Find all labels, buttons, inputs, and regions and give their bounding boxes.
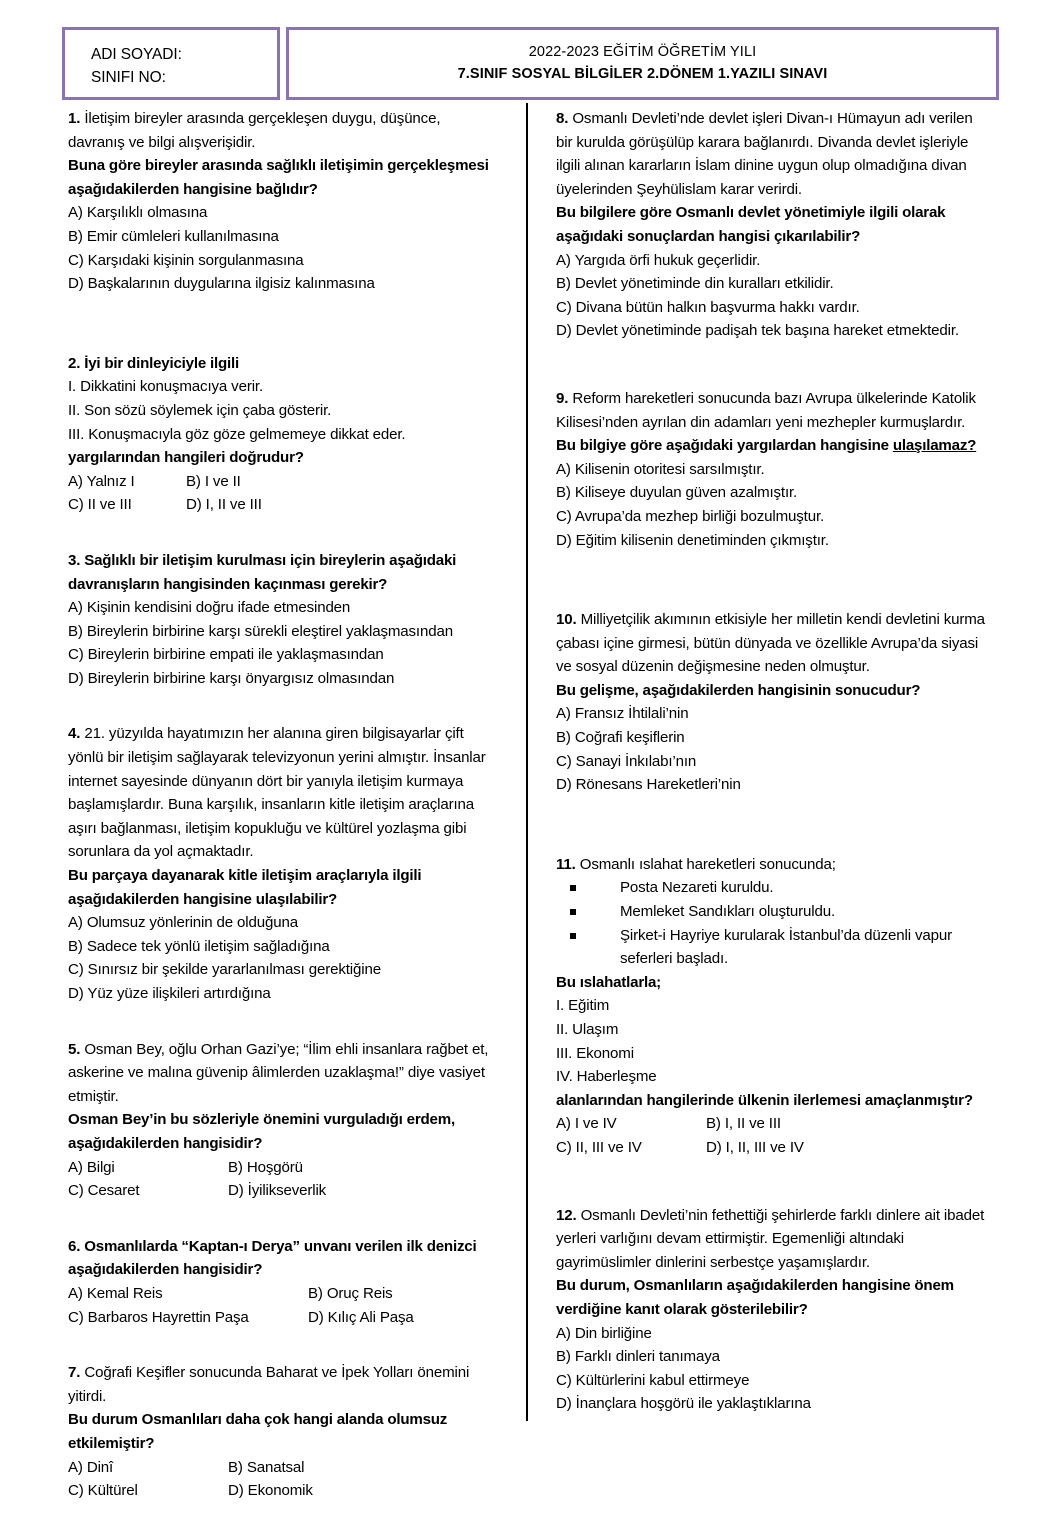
question-3-option-c[interactable]: C) Bireylerin birbirine empati ile yaklaşmasından [68, 646, 384, 664]
academic-year-title: 2022-2023 EĞİTİM ÖĞRETİM YILI [528, 43, 757, 60]
question-11-option-c[interactable]: C) II, III ve IV [556, 1138, 642, 1156]
question-7-options-row-1 [68, 1456, 500, 1480]
spacer [68, 306, 500, 352]
question-7-intro-text: Coğrafi Keşifler sonucunda Baharat ve İpek Yolları önemini yitirdi. [68, 1364, 470, 1405]
question-1-stem: Buna göre bireyler arasında sağlıklı iletişimin gerçekleşmesi aşağıdakilerden hangisine bağlıdır? [68, 157, 489, 198]
question-11-bullet-3: Şirket-i Hayriye kurularak İstanbul’da düzenli vapur seferleri başladı. [620, 926, 952, 968]
question-7-stem: Bu durum Osmanlıları daha çok hangi alanda olumsuz etkilemiştir? [68, 1411, 448, 1452]
question-6-stem [68, 1235, 500, 1282]
question-10-stem: Bu gelişme, aşağıdakilerden hangisinin sonucudur? [556, 681, 921, 699]
question-8-intro-text: Osmanlı Devleti’nde devlet işleri Divan-ı Hümayun adı verilen bir kurulda görüşülüp karara bağlanırdı. Divanda devlet işleriyle ilgili alınan kararların İslam dinine uygun olup olmadığına divan üyelerinden Şeyhülislam karar verirdi. [556, 110, 973, 198]
question-12-intro-text: Osmanlı Devleti’nin fethettiği şehirlerde farklı dinlere ait ibadet yerleri varlığını devam ettirmiştir. Egemenliği altındaki gayrimüslimler dinlerini serbestçe yaşamışlardır. [556, 1206, 985, 1271]
spacer [556, 1170, 988, 1204]
square-bullet-icon [570, 933, 576, 939]
question-11-mid-stem: Bu ıslahatlarla; [556, 973, 662, 991]
question-4-option-d[interactable]: D) Yüz yüze ilişkileri artırdığına [68, 985, 271, 1002]
question-5-stem: Osman Bey’in bu sözleriyle önemini vurguladığı erdem, aşağıdakilerden hangisidir? [68, 1111, 455, 1152]
question-8-stem: Bu bilgilere göre Osmanlı devlet yönetimiyle ilgili olarak aşağıdaki sonuçlardan hangisi çıkarılabilir? [556, 204, 946, 245]
student-id-box [62, 27, 280, 100]
question-4-intro-text: 21. yüzyılda hayatımızın her alanına giren bilgisayarlar çift yönlü bir iletişim sağlayarak televizyonun yerini almıştır. İnsanlar internet sayesinde dünyanın dört bir yanıyla iletişim kurmaya başlamışlardır. Buna karşılık, insanların kitle iletişim araçlarına aşırı bağlanması, iletişim kopukluğu ve kültürel yozlaşma gibi sorunlara da yol açmaktadır. [68, 725, 486, 861]
question-7-option-b[interactable]: B) Sanatsal [228, 1458, 305, 1476]
question-7 [68, 1361, 500, 1503]
question-5-intro [68, 1038, 500, 1109]
question-5-option-c[interactable]: C) Cesaret [68, 1182, 140, 1200]
question-11-roman-1: I. Eğitim [556, 997, 610, 1015]
spacer [68, 1213, 500, 1235]
question-1-number: 1. [68, 110, 81, 127]
question-2-number: 2. [68, 354, 81, 372]
exam-title-box [286, 27, 999, 100]
question-2-roman-1: I. Dikkatini konuşmacıya verir. [68, 378, 263, 396]
question-9-option-b[interactable]: B) Kiliseye duyulan güven azalmıştır. [556, 484, 798, 502]
question-8-number: 8. [556, 110, 569, 127]
question-7-option-a[interactable]: A) Dinî [68, 1458, 114, 1476]
question-5-option-d[interactable]: D) İyilikseverlik [228, 1182, 327, 1200]
question-9-option-d[interactable]: D) Eğitim kilisenin denetiminden çıkmıştır. [556, 531, 829, 549]
question-1-intro [68, 107, 500, 154]
list-item [556, 924, 988, 971]
question-2-options-row-1 [68, 470, 500, 494]
question-3-number: 3. [68, 551, 81, 569]
question-5-option-b[interactable]: B) Hoşgörü [228, 1158, 303, 1176]
question-12-option-d[interactable]: D) İnançlara hoşgörü ile yaklaştıklarına [556, 1395, 811, 1413]
question-2-stem: yargılarından hangileri doğrudur? [68, 449, 304, 467]
question-4-intro [68, 722, 500, 864]
question-12-intro [556, 1204, 988, 1275]
student-name-label: ADI SOYADI: [91, 46, 182, 63]
question-5-number: 5. [68, 1040, 81, 1058]
question-5-options-row-2 [68, 1179, 500, 1203]
question-11 [556, 853, 988, 1160]
question-7-options-row-2 [68, 1479, 500, 1503]
question-10-option-b[interactable]: B) Coğrafi keşiflerin [556, 729, 685, 747]
question-12-stem: Bu durum, Osmanlıların aşağıdakilerden hangisine önem verdiğine kanıt olarak gösterilebilir? [556, 1277, 954, 1318]
question-2-option-c[interactable]: C) II ve III [68, 496, 132, 514]
right-question-column [556, 107, 988, 1426]
question-1-option-a[interactable]: A) Karşılıklı olmasına [68, 204, 208, 222]
question-9-stem-text: Bu bilgiye göre aşağıdaki yargılardan hangisine [556, 437, 893, 455]
question-6-option-b[interactable]: B) Oruç Reis [308, 1284, 393, 1302]
question-4-number: 4. [68, 725, 81, 743]
question-4-option-b[interactable]: B) Sadece tek yönlü iletişim sağladığına [68, 937, 330, 955]
question-6-stem-text: Osmanlılarda “Kaptan-ı Derya” unvanı verilen ilk denizci aşağıdakilerden hangisidir? [68, 1237, 477, 1279]
question-9-intro-text: Reform hareketleri sonucunda bazı Avrupa ülkelerinde Katolik Kilisesi’nden ayrılan din adamları yeni mezhepler kurmuşlardır. [556, 389, 976, 431]
question-2-option-b[interactable]: B) I ve II [186, 472, 241, 490]
question-5-intro-text: Osman Bey, oğlu Orhan Gazi’ye; “İlim ehli insanlara rağbet et, askerine ve malına güvenip âlimlerden uzaklaşma!” diye vasiyet etmiştir. [68, 1040, 489, 1105]
question-2-intro [68, 352, 500, 376]
question-10-option-d[interactable]: D) Rönesans Hareketleri’nin [556, 776, 741, 794]
question-2 [68, 352, 500, 517]
question-10-option-c[interactable]: C) Sanayi İnkılabı’nın [556, 752, 697, 770]
question-11-options-row-2 [556, 1136, 988, 1160]
left-question-column [68, 107, 500, 1513]
question-4-option-a[interactable]: A) Olumsuz yönlerinin de olduğuna [68, 914, 298, 932]
question-6-options-row-1 [68, 1282, 500, 1306]
question-7-number: 7. [68, 1364, 81, 1382]
spacer [68, 1016, 500, 1038]
question-4 [68, 722, 500, 1005]
question-3-option-d[interactable]: D) Bireylerin birbirine karşı önyargısız olmasından [68, 669, 395, 687]
question-2-option-d[interactable]: D) I, II ve III [186, 496, 262, 514]
question-10 [556, 608, 988, 797]
question-6 [68, 1235, 500, 1329]
exam-name-title: 7.SINIF SOSYAL BİLGİLER 2.DÖNEM 1.YAZILI SINAVI [457, 65, 828, 82]
question-2-options-row-2 [68, 493, 500, 517]
question-12-option-a[interactable]: A) Din birliğine [556, 1324, 652, 1342]
question-5-options-row-1 [68, 1156, 500, 1180]
column-divider [526, 103, 528, 1421]
question-8-option-b[interactable]: B) Devlet yönetiminde din kuralları etkilidir. [556, 275, 834, 293]
square-bullet-icon [570, 909, 576, 915]
question-11-bullet-1: Posta Nezareti kuruldu. [620, 879, 774, 897]
question-6-option-d[interactable]: D) Kılıç Ali Paşa [308, 1308, 414, 1326]
question-1 [68, 107, 500, 296]
question-9-number: 9. [556, 389, 569, 407]
question-11-roman-2: II. Ulaşım [556, 1021, 619, 1038]
question-6-number: 6. [68, 1237, 81, 1255]
square-bullet-icon [570, 885, 576, 891]
question-12 [556, 1204, 988, 1416]
question-4-stem: Bu parçaya dayanarak kitle iletişim araçlarıyla ilgili aşağıdakilerden hangisine ulaşılabilir? [68, 867, 422, 908]
question-6-option-c[interactable]: C) Barbaros Hayrettin Paşa [68, 1308, 249, 1326]
question-3-stem-text: Sağlıklı bir iletişim kurulması için bireylerin aşağıdaki davranışların hangisinden kaçınması gerekir? [68, 551, 457, 593]
question-11-option-d[interactable]: D) I, II, III ve IV [706, 1138, 804, 1156]
question-8 [556, 107, 988, 343]
question-1-intro-text: İletişim bireyler arasında gerçekleşen duygu, düşünce, davranış ve bilgi alışverişidir. [68, 110, 441, 151]
question-8-option-a[interactable]: A) Yargıda örfi hukuk geçerlidir. [556, 251, 761, 269]
question-9-intro [556, 387, 988, 434]
spacer [556, 353, 988, 387]
question-1-option-d[interactable]: D) Başkalarının duygularına ilgisiz kalınmasına [68, 275, 375, 293]
question-12-number: 12. [556, 1206, 577, 1224]
question-3-option-b[interactable]: B) Bireylerin birbirine karşı sürekli eleştirel yaklaşmasından [68, 622, 453, 640]
question-2-roman-3: III. Konuşmacıyla göz göze gelmemeye dikkat eder. [68, 425, 406, 443]
question-2-intro-text: İyi bir dinleyiciyle ilgili [84, 354, 240, 372]
question-10-number: 10. [556, 611, 577, 629]
question-8-option-c[interactable]: C) Divana bütün halkın başvurma hakkı vardır. [556, 298, 860, 316]
question-8-option-d[interactable]: D) Devlet yönetiminde padişah tek başına hareket etmektedir. [556, 322, 959, 340]
spacer [68, 527, 500, 549]
question-2-roman-2: II. Son sözü söylemek için çaba gösterir. [68, 401, 332, 419]
spacer [556, 562, 988, 608]
question-9-stem [556, 434, 988, 458]
question-6-options-row-2 [68, 1306, 500, 1330]
question-11-bullet-list [556, 876, 988, 970]
question-11-stem: alanlarından hangilerinde ülkenin ilerlemesi amaçlanmıştır? [556, 1091, 973, 1109]
question-11-number: 11. [556, 855, 576, 873]
question-5-option-a[interactable]: A) Bilgi [68, 1158, 115, 1176]
question-5 [68, 1038, 500, 1203]
question-3-option-a[interactable]: A) Kişinin kendisini doğru ifade etmesinden [68, 599, 351, 617]
question-9-option-a[interactable]: A) Kilisenin otoritesi sarsılmıştır. [556, 460, 765, 478]
list-item [556, 900, 988, 924]
question-12-option-b[interactable]: B) Farklı dinleri tanımaya [556, 1348, 720, 1366]
question-11-bullet-2: Memleket Sandıkları oluşturuldu. [620, 903, 836, 921]
question-11-intro-text: Osmanlı ıslahat hareketleri sonucunda; [579, 855, 836, 873]
question-1-option-b[interactable]: B) Emir cümleleri kullanılmasına [68, 227, 279, 245]
question-1-option-c[interactable]: C) Karşıdaki kişinin sorgulanmasına [68, 251, 304, 269]
list-item [556, 876, 988, 900]
spacer [68, 1339, 500, 1361]
question-4-option-c[interactable]: C) Sınırsız bir şekilde yararlanılması gerektiğine [68, 961, 381, 979]
question-10-intro [556, 608, 988, 679]
question-11-option-a[interactable]: A) I ve IV [556, 1115, 617, 1133]
question-9 [556, 387, 988, 552]
student-class-label: SINIFI NO: [91, 69, 166, 86]
question-2-option-a[interactable]: A) Yalnız I [68, 472, 135, 490]
spacer [556, 807, 988, 853]
question-11-roman-3: III. Ekonomi [556, 1044, 634, 1062]
question-11-roman-4: IV. Haberleşme [556, 1068, 657, 1086]
exam-header [62, 27, 999, 100]
question-10-option-a[interactable]: A) Fransız İhtilali’nin [556, 705, 689, 723]
question-9-option-c[interactable]: C) Avrupa’da mezhep birliği bozulmuştur. [556, 507, 825, 525]
question-7-intro [68, 1361, 500, 1408]
question-11-option-b[interactable]: B) I, II ve III [706, 1115, 781, 1133]
question-7-option-d[interactable]: D) Ekonomik [228, 1482, 313, 1500]
question-11-options-row-1 [556, 1112, 988, 1136]
question-9-stem-emphasis: ulaşılamaz? [892, 437, 977, 455]
question-3-stem [68, 549, 500, 596]
question-11-intro [556, 853, 988, 877]
question-12-option-c[interactable]: C) Kültürlerini kabul ettirmeye [556, 1371, 750, 1389]
question-10-intro-text: Milliyetçilik akımının etkisiyle her milletin kendi devletini kurma çabası içine girmesi, bütün dünyada ve özellikle Avrupa’da siyasi ve sosyal düzenin değişmesine neden olmuştur. [556, 611, 985, 676]
question-8-intro [556, 107, 988, 201]
spacer [68, 700, 500, 722]
question-6-option-a[interactable]: A) Kemal Reis [68, 1284, 163, 1302]
question-7-option-c[interactable]: C) Kültürel [68, 1482, 138, 1500]
question-3 [68, 549, 500, 691]
